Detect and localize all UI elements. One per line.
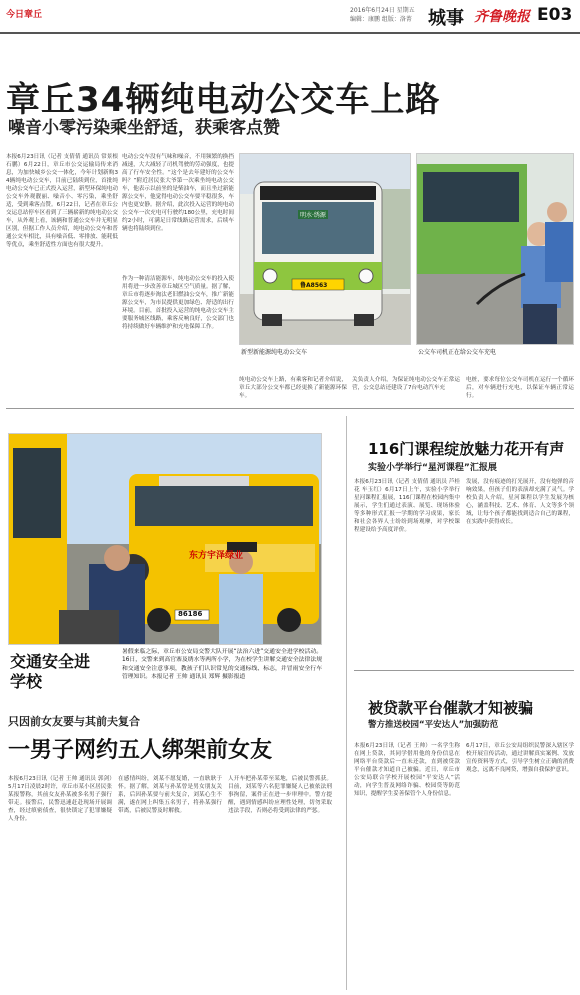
curriculum-subheadline: 实验小学举行“星河课程”汇报展 xyxy=(368,463,497,473)
school-bus-photo xyxy=(8,433,322,645)
kidnap-body-col1: 本报6月23日讯（记者 王帅 通讯员 郭剑）5月17日凌晨2时许，章丘市某小区居民张某报警称，其前女友孙某被多名男子强行带走。接警后，民警迅速赶赴现场开展调查，经过缜密侦查，很快锁定了犯罪嫌疑人身份。 xyxy=(8,776,112,822)
electric-bus-photo xyxy=(239,153,411,345)
kidnap-body-col3: 人开车把孙某带至某地，后被民警抓获。目前，刘某等六名犯罪嫌疑人已被依法刑事拘留，案件正在进一步审理中。警方提醒，遇到情感纠纷应理性处理，切勿采取违法手段，否则必将受到法律的严惩。 xyxy=(228,776,332,814)
charging-photo xyxy=(416,153,574,345)
photo1-caption: 新型新能源纯电动公交车 xyxy=(241,349,308,356)
school-bus-plate: 86186 xyxy=(178,610,203,618)
column-name: 今日章丘 xyxy=(6,10,43,20)
newspaper-logo: 齐鲁晚报 xyxy=(474,9,530,25)
bus-plate: 鲁A8563 xyxy=(300,282,328,289)
lead-body-col1: 本报6月23日讯（记者 支倩倩 通讯员 常景根 石鹏）6月22日，章丘市公交运输局传来消息，为加快城乡公交一体化，今年计划新购34辆纯电动公交车，目前已陆续到位，首批纯电动公交车已正式投入运营，新型环保纯电动公交车外观靓丽、噪音小、零污染，乘坐舒适，受到乘客点赞。6月22日，记者在章丘公交运总站停车区看到了三辆崭新的纯电动公交车，从外观上看，该辆和普通公交车并无明显区别，但据工作人员介绍，纯电动公交车和普通公交车相比，具有噪音低、零排放、能耗低等优点，乘坐舒适性方面也有很大提升。 xyxy=(6,154,118,248)
curriculum-body-col1: 本报6月23日讯（记者 支倩倩 通讯员 芦桂花 车玉红）6月17日上午，实验小学举行星河课程汇报展，116门课程在校园内集中展示，学生们通过表演、展览、现场体验等多种形式汇报一学期的学习成果，家长和社会各界人士纷纷到场观摩，对学校课程建设给予高度评价。 xyxy=(354,479,460,533)
school-bus-sign: 东方宇泽绿业 xyxy=(189,551,244,561)
section-divider-2 xyxy=(354,670,574,671)
photo2-caption: 公交车司机正在给公交车充电 xyxy=(418,349,497,356)
kidnap-kicker: 只因前女友要与其前夫复合 xyxy=(8,715,140,728)
school-safety-caption: 暑假来临之际，章丘市公安局交警大队开展“法治六进”交通安全进学校活动。16日，交警来到高官寨及绣水等两所小学，为在校学生讲解交通安全法律法规和交通安全注意事项，教孩子们认识常见的交通标线、标志，并冒雨安全行车管理知识。本报记者 王帅 通讯员 郑辉 摄影报道 xyxy=(122,649,322,681)
fraud-subheadline: 警方推送校园“平安达人”加强防范 xyxy=(368,720,499,730)
lead-continuation-2: 关负责人介绍，为保证纯电动公交车正常运营，公交总站还建设了7台电动汽车充 xyxy=(352,377,460,391)
fraud-body-col1: 本报6月23日讯（记者 王帅）一名学生称在网上贷款，其同学借用他的身份信息在网络平台贷款后一直未还款，直到被贷款平台催款才知道自己被骗。近日，章丘市公安局联合学校开展校园“平安达人”活动，向学生普及网络诈骗、校园贷等防范知识，提醒学生妥善保管个人身份信息。 xyxy=(354,743,460,797)
fraud-headline: 被贷款平台催款才知被骗 xyxy=(368,699,534,717)
issue-date: 2016年6月24日 星期五 xyxy=(350,7,415,14)
column-rule xyxy=(346,416,347,990)
curriculum-headline: 116门课程绽放魅力花开有声 xyxy=(368,440,565,458)
page-number: E03 xyxy=(537,5,573,25)
lead-continuation-3: 电桩，要求每位公交车司机在运行一个循环后，对车辆进行充电，以保证车辆正常运行。 xyxy=(466,377,574,399)
lead-body-col2: 电动公交车没有气味和噪音，不用频繁的换挡减速，大大减轻了司机驾驶的劳动强度，也提高了行车安全性。“这个是去年建好的公交车吗？”附近居民张大爷第一次乘坐纯电动公交车，他表示以前坐的是柴油车，而且坐过新能源公交车，他觉得电动公交车要平稳很多，车内也更安静。据介绍，此次投入运营的纯电动公交车一次充电可行驶约180公里，充电时间约2小时，可满足日常线路运营需求，后续车辆也将陆续到位。 xyxy=(122,154,234,232)
school-safety-headline: 交通安全进学校 xyxy=(10,652,91,691)
lead-body-col2b: 作为一种清洁能源车，纯电动公交车的投入使用将进一步改善章丘城区空气质量。据了解，章丘市将逐步淘汰老旧燃油公交车，推广新能源公交车，为市民提供更加绿色、舒适的出行环境。目前，首批投入运营的纯电动公交车主要服务城区线路，乘客反响良好，公交部门也将持续做好车辆维护和充电保障工作。 xyxy=(122,276,234,330)
editor-credits: 编辑：康鹏 组版：洛菁 xyxy=(350,16,412,23)
section-name: 城事 xyxy=(428,8,464,29)
kidnap-body-col2: 在感情纠纷，刘某不愿复婚，一直耿耿于怀。据了解，刘某与孙某曾是男女朋友关系，后因孙某要与前夫复合，刘某心生不满，遂在网上纠集五名男子，将孙某强行带离，后被民警及时解救。 xyxy=(118,776,222,814)
section-divider-1 xyxy=(6,408,574,409)
bus-destination-sign: 明水·绣源 xyxy=(300,212,326,219)
fraud-body-col2: 6月17日，章丘公安局组织民警深入辖区学校开展宣传活动，通过讲解真实案例、发放宣传资料等方式，引导学生树立正确的消费观念，远离不良网贷，增强自我保护意识。 xyxy=(466,743,574,773)
header-rule xyxy=(0,32,580,34)
lead-continuation-1: 纯电动公交车上路，有乘客和记者介绍说，章丘大部分公交车都已经更换了新能源环保车。 xyxy=(239,377,347,399)
kidnap-headline: 一男子网约五人绑架前女友 xyxy=(8,738,273,763)
lead-subheadline: 噪音小零污染乘坐舒适，获乘客点赞 xyxy=(8,118,280,138)
curriculum-body-col2: 发展，没有痕迹的打光展开，没有炮弹的音响效果，但孩子们的表演却充满了灵气。学校负责人介绍，星河课程以学生发展为核心，涵盖科技、艺术、体育、人文等多个领域，让每个孩子都能找到适合自己的课程，在实践中获得成长。 xyxy=(466,479,574,525)
lead-headline: 章丘34辆纯电动公交车上路 xyxy=(6,80,441,120)
